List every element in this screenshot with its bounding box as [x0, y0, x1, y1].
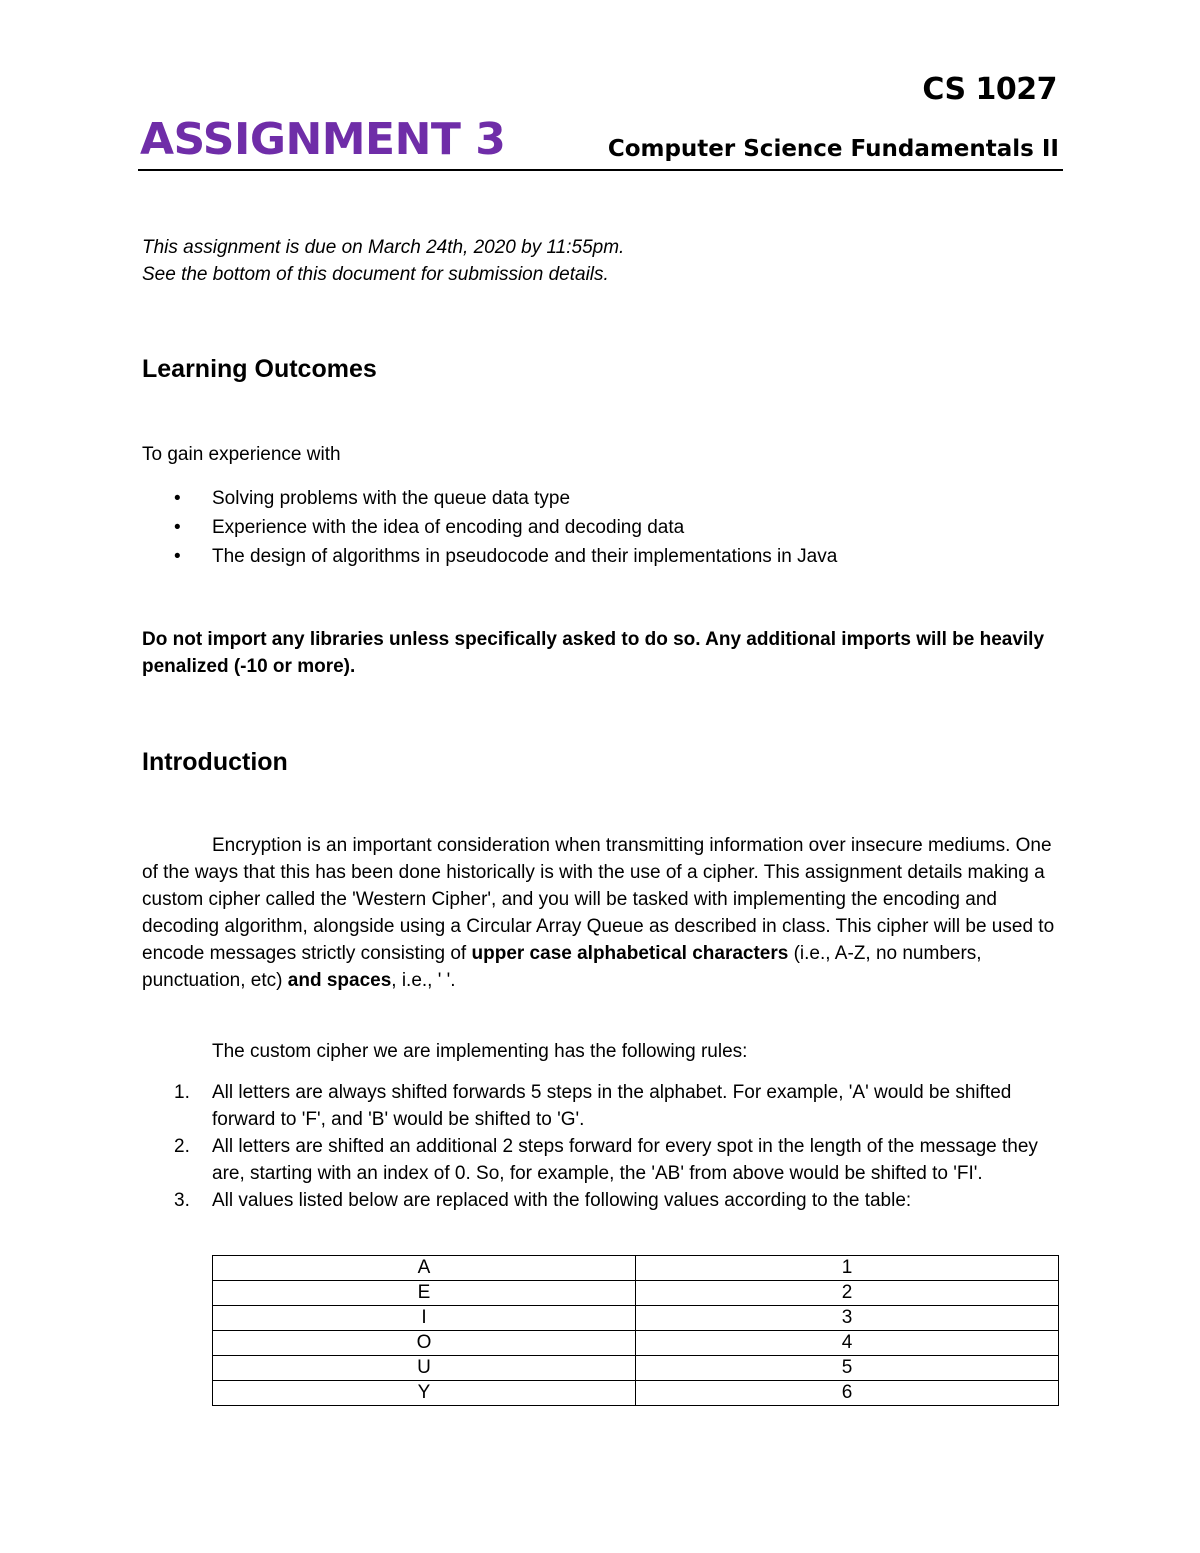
table-cell-letter: I [213, 1306, 636, 1331]
table-row [213, 1256, 1059, 1281]
rule-number: 3. [174, 1190, 190, 1211]
table-row [213, 1381, 1059, 1406]
rule-text: All letters are always shifted forwards 5 steps in the alphabet. For example, 'A' would be shifted forward to 'F', and 'B' would be shifted to 'G'. [212, 1082, 1012, 1130]
table-cell-value: 2 [636, 1281, 1059, 1306]
table-cell-letter: O [213, 1331, 636, 1356]
learning-outcomes-list [142, 485, 837, 572]
table-row [213, 1356, 1059, 1381]
table-cell-letter: Y [213, 1381, 636, 1406]
rules-lead: The custom cipher we are implementing has the following rules: [212, 1041, 748, 1062]
table-cell-letter: E [213, 1281, 636, 1306]
table-row [213, 1306, 1059, 1331]
list-item-text: The design of algorithms in pseudocode and their implementations in Java [212, 546, 838, 567]
table-row [213, 1331, 1059, 1356]
course-code: CS 1027 [922, 72, 1057, 107]
introduction-heading: Introduction [142, 748, 288, 776]
introduction-paragraph [142, 832, 1062, 994]
assignment-title: ASSIGNMENT 3 [140, 114, 506, 165]
due-date-line: This assignment is due on March 24th, 2020 by 11:55pm. [142, 237, 625, 258]
bullet-icon: • [174, 546, 181, 567]
intro-bold-uppercase: upper case alphabetical characters [471, 943, 789, 964]
learning-outcomes-heading: Learning Outcomes [142, 355, 377, 383]
intro-text-1: Encryption is an important consideration when transmitting information over insecure mediums. One of the ways that this has been done historically is with the use of a cipher. This assignment details making a custom cipher called the 'Western Cipher', and you will be tasked with implementing the encoding and decoding algorithm, alongside using a Circular Array Queue as described in class. This cipher will be used to encode messages strictly consisting of [142, 835, 1055, 964]
rule-text: All values listed below are replaced with the following values according to the table: [212, 1190, 912, 1211]
rule-number: 2. [174, 1136, 190, 1157]
table-cell-value: 6 [636, 1381, 1059, 1406]
table-cell-letter: U [213, 1356, 636, 1381]
intro-text-2: (i.e., A-Z, no numbers, punctuation, etc) [142, 943, 982, 991]
table-cell-value: 3 [636, 1306, 1059, 1331]
due-notice [142, 234, 624, 288]
intro-text-3: , i.e., ' '. [391, 970, 456, 991]
bullet-icon: • [174, 517, 181, 538]
list-item [142, 1133, 1062, 1187]
list-item [142, 514, 837, 543]
rule-text: All letters are shifted an additional 2 steps forward for every spot in the length of the message they are, starting with an index of 0. So, for example, the 'AB' from above would be shifted to 'FI'. [212, 1136, 1038, 1184]
imports-warning: Do not import any libraries unless specifically asked to do so. Any additional imports will be heavily penalized (-10 or more). [142, 629, 1045, 677]
bullet-icon: • [174, 488, 181, 509]
intro-bold-spaces: and spaces [287, 970, 392, 991]
table-cell-value: 5 [636, 1356, 1059, 1381]
list-item-text: Solving problems with the queue data type [212, 488, 571, 509]
submission-note-line: See the bottom of this document for submission details. [142, 264, 609, 285]
table-cell-letter: A [213, 1256, 636, 1281]
cipher-rules-list [142, 1079, 1062, 1214]
list-item-text: Experience with the idea of encoding and decoding data [212, 517, 685, 538]
vowel-replacement-table [212, 1255, 1059, 1406]
list-item [142, 1079, 1062, 1133]
list-item [142, 485, 837, 514]
list-item [142, 1187, 1062, 1214]
header-divider [138, 169, 1063, 171]
table-cell-value: 4 [636, 1331, 1059, 1356]
learning-intro: To gain experience with [142, 444, 341, 465]
table-row [213, 1281, 1059, 1306]
course-name: Computer Science Fundamentals II [607, 136, 1059, 162]
list-item [142, 543, 837, 572]
table-cell-value: 1 [636, 1256, 1059, 1281]
rule-number: 1. [174, 1082, 190, 1103]
